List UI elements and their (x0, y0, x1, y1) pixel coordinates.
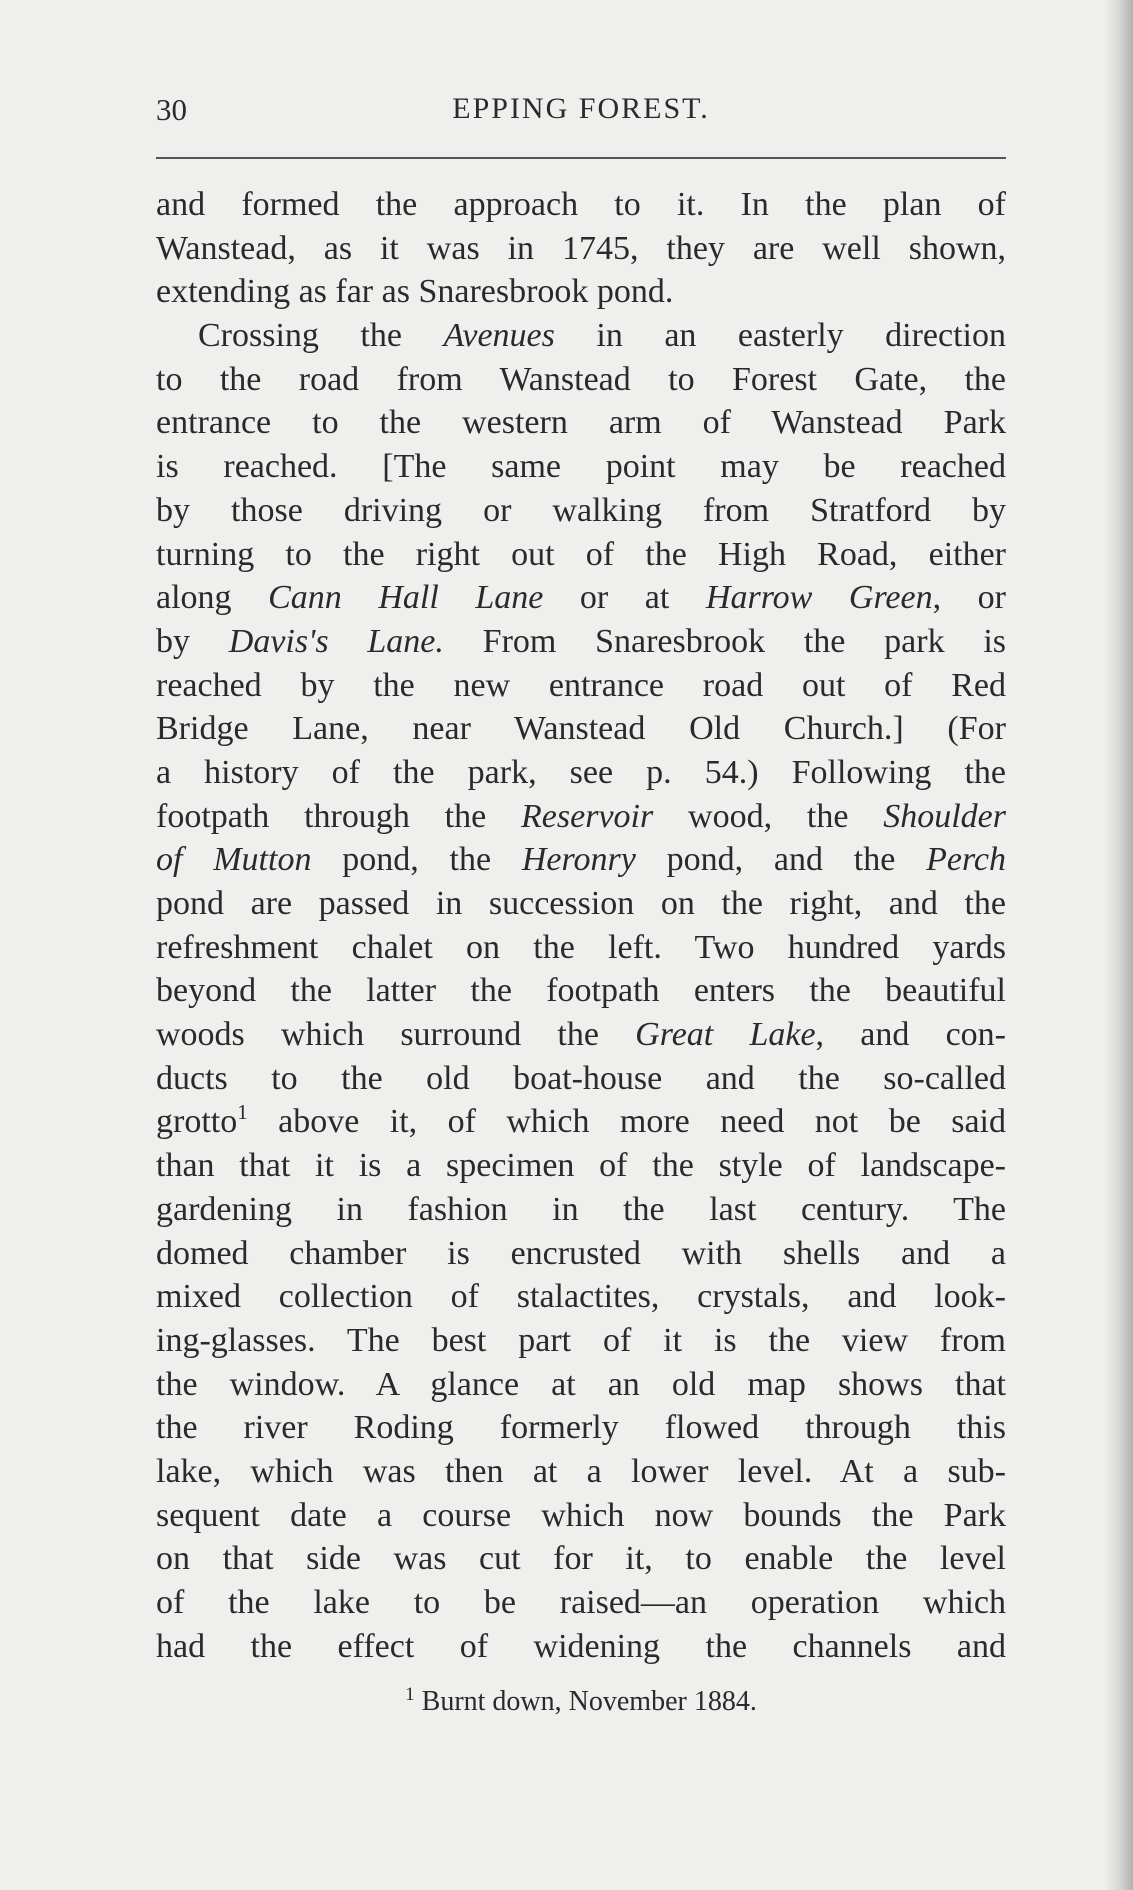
place-name-italic: Heronry (521, 841, 636, 879)
text-line: mixed collection of stalactites, crystals, and look- (156, 1278, 1006, 1316)
text-line: by Davis's Lane. From Snaresbrook the park is (156, 622, 1007, 660)
text-line: reached by the new entrance road out of Red (156, 666, 1006, 704)
place-name-italic: Shoulder (883, 797, 1006, 835)
text-line: and formed the approach to it. In the plan of (156, 186, 1006, 223)
place-name-italic: Perch (926, 841, 1006, 879)
text-line: by those driving or walking from Stratford by (156, 491, 1006, 529)
text-line: grotto$^1$ above it, of which more need not be said (156, 1100, 1006, 1141)
page-gutter-shadow (1105, 0, 1133, 1890)
text-line: had the effect of widening the channels and (156, 1627, 1006, 1665)
text-line: ducts to the old boat-house and the so-called (156, 1059, 1006, 1097)
text-line: domed chamber is encrusted with shells and a (156, 1234, 1006, 1272)
footnote (156, 1686, 1006, 1718)
footnote-text: Burnt down, November 1884. (414, 1686, 757, 1717)
page-header (156, 92, 1006, 136)
place-name-italic: Great Lake (635, 1016, 816, 1054)
text-line: along Cann Hall Lane or at Harrow Green, or (156, 579, 1006, 617)
running-title: EPPING FOREST. (452, 92, 710, 125)
text-line: footpath through the Reservoir wood, the Shoulder (156, 797, 1006, 835)
place-name-italic: Reservoir (521, 797, 654, 835)
text-line: a history of the park, see p. 54.) Following the (156, 753, 1006, 791)
text-line: entrance to the western arm of Wanstead Park (156, 404, 1006, 442)
place-name-italic: Harrow Green (705, 579, 933, 617)
place-name-italic: Davis's Lane. (228, 622, 444, 660)
footnote-reference: 1 (237, 1100, 248, 1125)
text-line: gardening in fashion in the last century. The (156, 1190, 1006, 1228)
page-number: 30 (156, 92, 187, 127)
text-line: ing-glasses. The best part of it is the view from (156, 1321, 1006, 1359)
text-line: sequent date a course which now bounds the Park (156, 1496, 1006, 1534)
text-line: woods which surround the Great Lake, and con- (156, 1016, 1006, 1054)
text-line: on that side was cut for it, to enable the level (156, 1540, 1006, 1578)
place-name-italic: of Mutton (156, 841, 312, 879)
text-line: extending as far as Snaresbrook pond. (156, 273, 674, 311)
text-line: of the lake to be raised—an operation which (156, 1584, 1006, 1621)
text-line: the window. A glance at an old map shows that (156, 1365, 1006, 1403)
text-line: lake, which was then at a lower level. At a sub- (156, 1452, 1006, 1490)
text-line: the river Roding formerly flowed through this (156, 1409, 1006, 1447)
text-line: is reached. [The same point may be reached (156, 448, 1006, 486)
text-line: Bridge Lane, near Wanstead Old Church.] (For (156, 710, 1006, 748)
text-line: Crossing the Avenues in an easterly direction (198, 317, 1006, 355)
text-line: refreshment chalet on the left. Two hundred yards (156, 928, 1006, 966)
place-name-italic: Avenues (443, 317, 555, 355)
text-line: to the road from Wanstead to Forest Gate, the (156, 360, 1006, 398)
text-line: turning to the right out of the High Road, either (156, 535, 1006, 573)
text-line: of Mutton pond, the Heronry pond, and the Perch (156, 841, 1006, 879)
footnote-marker: 1 (405, 1684, 415, 1705)
text-line: pond are passed in succession on the right, and the (156, 885, 1006, 922)
text-line: Wanstead, as it was in 1745, they are well shown, (156, 229, 1006, 267)
body-text (156, 183, 1006, 1668)
text-line: beyond the latter the footpath enters the beautiful (156, 972, 1006, 1010)
text-line: than that it is a specimen of the style of landscape- (156, 1147, 1006, 1185)
header-rule (156, 157, 1006, 159)
place-name-italic: Cann Hall Lane (268, 579, 544, 617)
